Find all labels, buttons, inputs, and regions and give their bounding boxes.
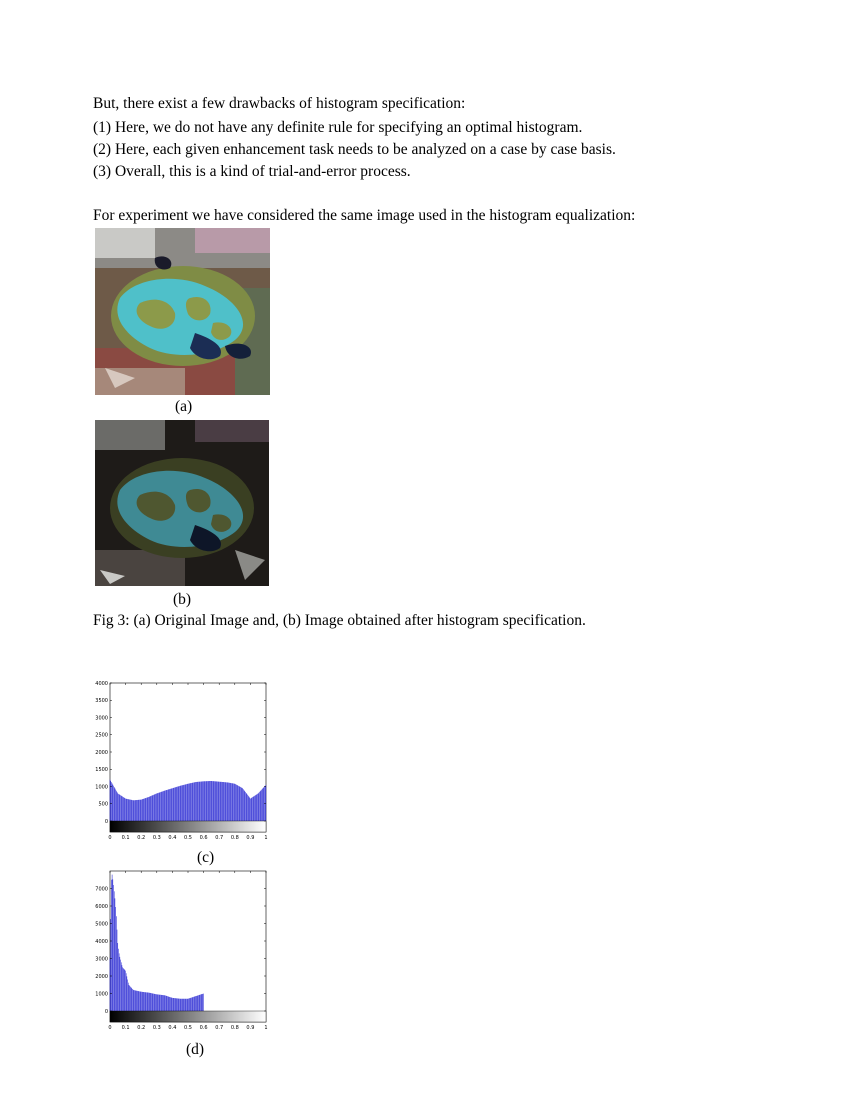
x-tick-label: 0 xyxy=(108,835,112,841)
y-tick-label: 3500 xyxy=(95,698,108,705)
y-tick-label: 6000 xyxy=(95,903,108,910)
y-tick-label: 7000 xyxy=(95,886,108,893)
drawback-1: (1) Here, we do not have any definite rule for specifying an optimal histogram. xyxy=(93,119,583,136)
x-tick-label: 0.6 xyxy=(199,835,208,841)
x-tick-label: 0.6 xyxy=(199,1025,208,1031)
histogram-d xyxy=(93,868,275,1036)
grayscale-bar xyxy=(110,821,266,832)
y-tick-label: 1500 xyxy=(95,767,108,774)
x-tick-label: 0.5 xyxy=(184,835,192,841)
y-tick-label: 4000 xyxy=(95,680,108,687)
x-tick-label: 0.2 xyxy=(137,1025,146,1031)
drawback-3: (3) Overall, this is a kind of trial-and-error process. xyxy=(93,163,411,180)
x-tick-label: 0.1 xyxy=(121,835,130,841)
y-tick-label: 3000 xyxy=(95,956,108,963)
y-tick-label: 1000 xyxy=(95,784,108,791)
y-tick-label: 0 xyxy=(104,818,108,825)
figure-label-c: (c) xyxy=(197,849,215,866)
y-tick-label: 3000 xyxy=(95,715,108,722)
x-tick-label: 0.4 xyxy=(168,1025,177,1031)
original-satellite-image xyxy=(95,228,270,395)
x-tick-label: 0.7 xyxy=(215,1025,224,1031)
y-tick-label: 4000 xyxy=(95,938,108,945)
x-tick-label: 0.3 xyxy=(152,835,161,841)
x-tick-label: 0.7 xyxy=(215,835,224,841)
specified-satellite-image xyxy=(95,420,269,586)
x-tick-label: 1 xyxy=(264,835,268,841)
grayscale-bar xyxy=(110,1011,266,1022)
y-tick-label: 500 xyxy=(98,801,108,808)
x-tick-label: 0.2 xyxy=(137,835,146,841)
figure-label-a: (a) xyxy=(175,398,193,415)
y-tick-label: 0 xyxy=(104,1008,108,1015)
figure-caption: Fig 3: (a) Original Image and, (b) Image obtained after histogram specification. xyxy=(93,612,586,629)
histogram-c xyxy=(95,680,275,845)
y-tick-label: 1000 xyxy=(95,991,108,998)
figure-label-b: (b) xyxy=(173,591,192,608)
drawbacks-intro: But, there exist a few drawbacks of histogram specification: xyxy=(93,95,466,112)
y-tick-label: 2500 xyxy=(95,732,108,739)
y-tick-label: 2000 xyxy=(95,749,108,756)
experiment-sentence: For experiment we have considered the same image used in the histogram equalization: xyxy=(93,207,636,224)
x-tick-label: 0.1 xyxy=(121,1025,130,1031)
x-tick-label: 0.9 xyxy=(246,1025,255,1031)
drawback-2: (2) Here, each given enhancement task needs to be analyzed on a case by case basis. xyxy=(93,141,616,158)
x-tick-label: 0.9 xyxy=(246,835,255,841)
y-tick-label: 5000 xyxy=(95,921,108,928)
x-tick-label: 0.8 xyxy=(230,1025,239,1031)
x-tick-label: 0.5 xyxy=(184,1025,192,1031)
figure-label-d: (d) xyxy=(186,1041,205,1058)
x-tick-label: 0.8 xyxy=(230,835,239,841)
x-tick-label: 1 xyxy=(264,1025,268,1031)
y-tick-label: 2000 xyxy=(95,973,108,980)
x-tick-label: 0.3 xyxy=(152,1025,161,1031)
x-tick-label: 0.4 xyxy=(168,835,177,841)
x-tick-label: 0 xyxy=(108,1025,112,1031)
